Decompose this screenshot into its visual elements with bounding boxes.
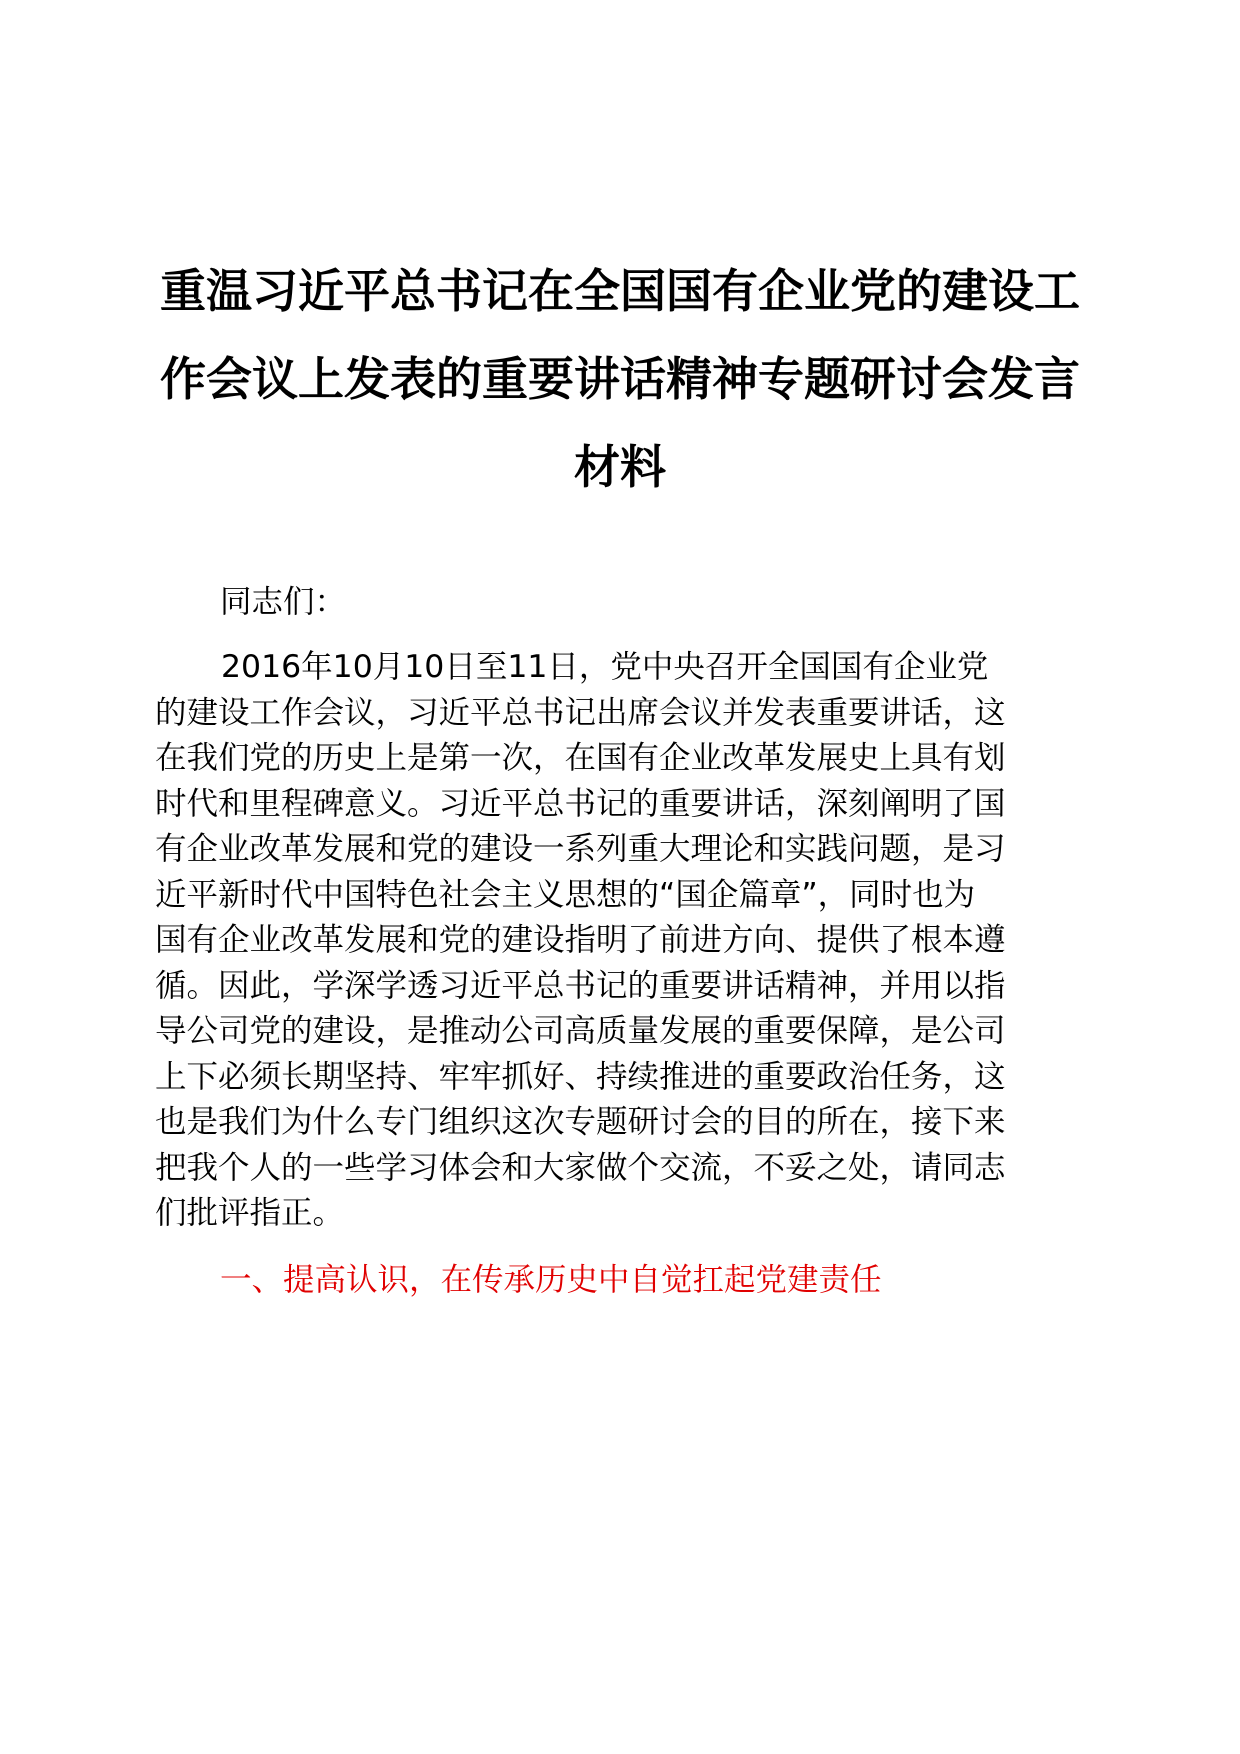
title-line: 材料 xyxy=(574,440,666,494)
paragraph-line: 时代和里程碑意义。习近平总书记的重要讲话，深刻阐明了国 xyxy=(155,785,1006,822)
paragraph-line: 们批评指正。 xyxy=(155,1195,345,1231)
section-heading: 一、提高认识，在传承历史中自觉扛起党建责任 xyxy=(220,1262,882,1298)
paragraph-line: 导公司党的建设，是推动公司高质量发展的重要保障，是公司 xyxy=(155,1013,1006,1049)
paragraph-line: 上下必须长期坚持、牢牢抓好、持续推进的重要政治任务，这 xyxy=(155,1058,1006,1095)
intro-paragraph xyxy=(155,645,1085,1237)
paragraph-line: 循。因此，学深学透习近平总书记的重要讲话精神，并用以指 xyxy=(155,967,1006,1004)
paragraph-line: 有企业改革发展和党的建设一系列重大理论和实践问题，是习 xyxy=(155,831,1006,867)
paragraph-line: 国有企业改革发展和党的建设指明了前进方向、提供了根本遵 xyxy=(155,922,1006,958)
paragraph-line: 在我们党的历史上是第一次，在国有企业改革发展史上具有划 xyxy=(155,740,1006,776)
title-line: 作会议上发表的重要讲话精神专题研讨会发言 xyxy=(160,352,1080,406)
paragraph-line: 的建设工作会议，习近平总书记出席会议并发表重要讲话，这 xyxy=(155,694,1006,731)
paragraph-line: 也是我们为什么专门组织这次专题研讨会的目的所在，接下来 xyxy=(155,1104,1006,1140)
greeting: 同志们： xyxy=(220,584,347,620)
paragraph-line: 2016年10月10日至11日，党中央召开全国国有企业党 xyxy=(221,649,989,685)
title-line: 重温习近平总书记在全国国有企业党的建设工 xyxy=(160,264,1080,318)
document-title xyxy=(150,247,1090,511)
paragraph-line: 把我个人的一些学习体会和大家做个交流，不妥之处，请同志 xyxy=(155,1149,1006,1186)
paragraph-line: 近平新时代中国特色社会主义思想的“国企篇章”，同时也为 xyxy=(155,876,976,913)
